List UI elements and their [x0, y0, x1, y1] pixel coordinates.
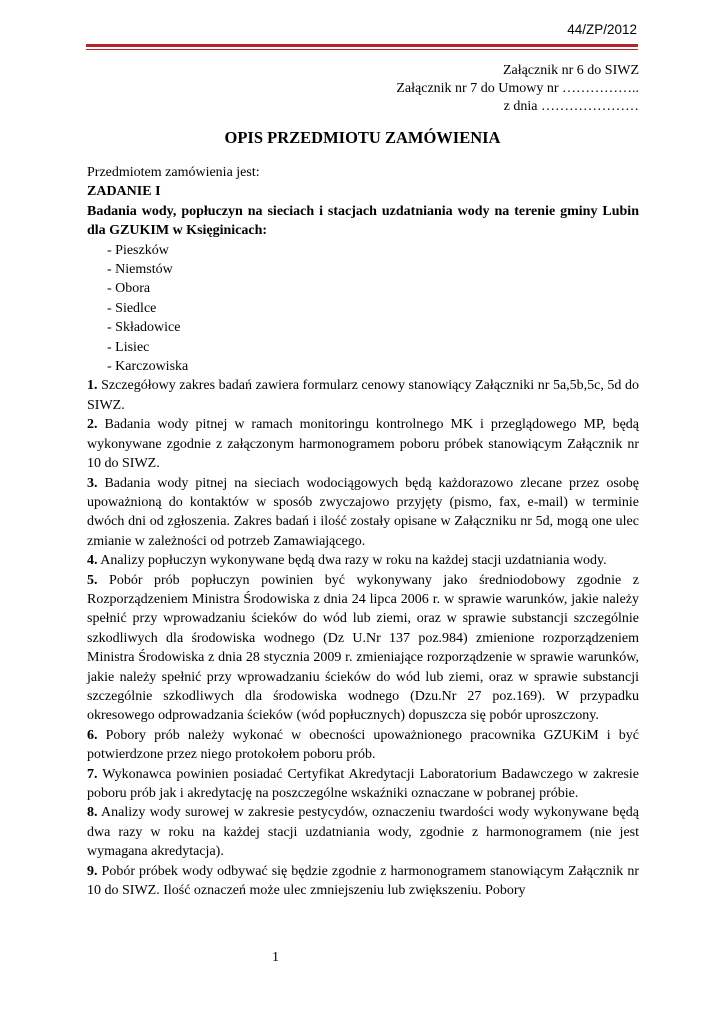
list-item: - Składowice [107, 320, 181, 336]
task-description: Badania wody, popłuczyn na sieciach i stacjach uzdatniania wody na terenie gminy Lubin dla GZUKIM w Księginicach: [87, 203, 639, 239]
point-text: Analizy wody surowej w zakresie pestycydów, oznaczeniu twardości wody wykonywane będą dwa razy w roku na każdej stacji uzdatniania wody, zgodnie z harmonogramem (nie jest wymagana akredytacja). [87, 805, 639, 860]
document-code: 44/ZP/2012 [567, 22, 637, 37]
annex-line-2: Załącznik nr 7 do Umowy nr …………….. [396, 81, 639, 96]
numbered-point-9 [87, 862, 639, 901]
document-body [87, 163, 639, 900]
point-text: Badania wody pitnej na sieciach wodociągowych będą każdorazowo zlecane przez osobę upoważnioną do kontaktów w sposób zwyczajowo przyjęty (pismo, fax, e-mail) w terminie dwóch dni od zgłoszenia. Zakres badań i ilość zostały opisane w Załączniku nr 5d, mogą one ulec zmianie w zależności od potrzeb Zamawiającego. [87, 475, 639, 549]
page-title: OPIS PRZEDMIOTU ZAMÓWIENIA [224, 128, 501, 147]
point-number: 1. [87, 378, 98, 394]
list-item: - Lisiec [107, 339, 150, 355]
page-number: 1 [272, 950, 279, 965]
numbered-point-8 [87, 803, 639, 861]
location-list [87, 241, 639, 377]
numbered-point-7 [87, 765, 639, 804]
point-text: Badania wody pitnej w ramach monitoringu kontrolnego MK i przeglądowego MP, będą wykonywane zgodnie z załączonym harmonogramem poboru próbek stanowiącym Załącznik nr 10 do SIWZ. [87, 417, 639, 472]
annex-line-3: z dnia ………………… [503, 99, 639, 114]
point-text: Wykonawca powinien posiadać Certyfikat Akredytacji Laboratorium Badawczego w zakresie poboru prób jak i akredytację na poszczególne wskaźniki oznaczane w pobranej próbie. [87, 766, 639, 801]
point-number: 2. [87, 417, 98, 433]
intro-text: Przedmiotem zamówienia jest: [87, 165, 260, 180]
point-number: 6. [87, 727, 98, 743]
header-rule [86, 44, 638, 50]
numbered-point-4 [87, 551, 639, 570]
point-number: 7. [87, 766, 98, 782]
point-text: Szczegółowy zakres badań zawiera formularz cenowy stanowiący Załączniki nr 5a,5b,5c, 5d do SIWZ. [87, 378, 639, 413]
list-item: - Niemstów [107, 262, 173, 278]
point-text: Pobór próbek wody odbywać się będzie zgodnie z harmonogramem stanowiącym Załącznik nr 10 do SIWZ. Ilość oznaczeń może ulec zmniejszeniu lub zwiększeniu. Pobory [87, 863, 639, 899]
point-number: 3. [87, 475, 98, 491]
list-item: - Pieszków [107, 242, 169, 258]
point-text: Pobory prób należy wykonać w obecności upoważnionego pracownika GZUKiM i być potwierdzone przez niego protokołem poboru prób. [87, 727, 639, 763]
point-text: Pobór prób popłuczyn powinien być wykonywany jako średniodobowy zgodnie z Rozporządzeniem Ministra Środowiska z dnia 24 lipca 2006 r. w sprawie warunków, jakie należy spełnić przy wprowadzaniu ścieków do wód lub ziemi, oraz w sprawie substancji szczególnie szkodliwych dla środowiska wodnego (Dz U.Nr 137 poz.984) zmienione rozporządzeniem Ministra Środowiska z dnia 28 stycznia 2009 r. zmieniające rozporządzenie w sprawie warunków, jakie należy spełnić przy wprowadzaniu ścieków do wód lub ziemi, oraz w sprawie substancji szczególnie szkodliwych dla środowiska wodnego (Dzu.Nr 27 poz.169). W przypadku okresowego odprowadzania ścieków (wód popłucznych) dopuszcza się pobór uproszczony. [87, 572, 639, 724]
list-item: - Obora [107, 281, 151, 297]
point-number: 5. [87, 572, 98, 588]
list-item: - Siedlce [107, 300, 157, 316]
point-text: Analizy popłuczyn wykonywane będą dwa razy w roku na każdej stacji uzdatniania wody. [97, 553, 607, 569]
numbered-point-3 [87, 474, 639, 552]
numbered-point-2 [87, 415, 639, 473]
numbered-point-6 [87, 726, 639, 765]
point-number: 9. [87, 863, 98, 879]
numbered-point-5 [87, 571, 639, 726]
point-number: 8. [87, 805, 98, 821]
task-heading: ZADANIE I [87, 184, 161, 200]
annex-line-1: Załącznik nr 6 do SIWZ [502, 63, 639, 78]
point-number: 4. [87, 553, 98, 569]
list-item: - Karczowiska [107, 359, 189, 375]
numbered-point-1 [87, 376, 639, 415]
